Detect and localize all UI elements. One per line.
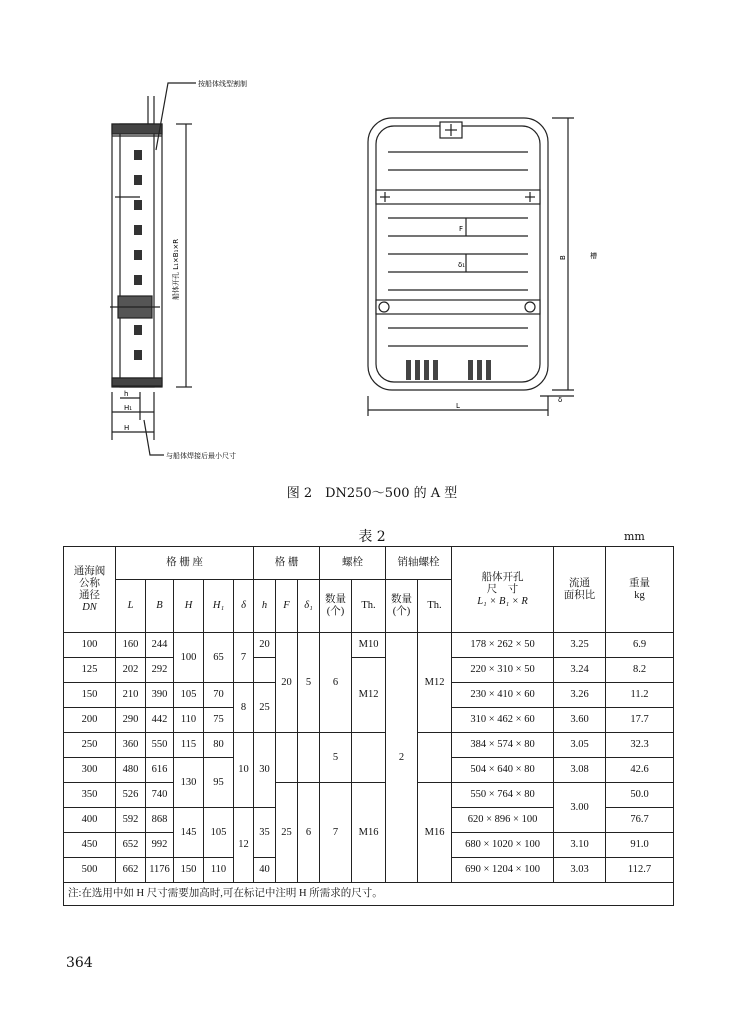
cell-ratio: 3.10 <box>554 833 606 858</box>
cell-B: 1176 <box>146 858 174 883</box>
figure-caption: 图 2 DN250～500 的 A 型 <box>286 486 458 501</box>
dim-H-label: H <box>124 424 130 432</box>
cell-H: 115 <box>174 733 204 758</box>
header-grille-seat: 格 栅 座 <box>116 547 254 580</box>
cell-opening: 310 × 462 × 60 <box>452 708 554 733</box>
cell-pin-th: M16 <box>418 783 452 883</box>
header-weight: 重量 kg <box>606 547 674 633</box>
cell-L: 652 <box>116 833 146 858</box>
table-unit: mm <box>624 530 645 543</box>
cell-F <box>276 733 298 783</box>
callout-bottom-label: 与船体焊接后最小尺寸 <box>166 452 236 460</box>
cell-B: 390 <box>146 683 174 708</box>
cell-ratio: 3.03 <box>554 858 606 883</box>
cell-H: 110 <box>174 708 204 733</box>
page-number: 364 <box>66 955 93 971</box>
cell-pin-th: M12 <box>418 633 452 733</box>
cell-H: 105 <box>174 683 204 708</box>
cell-H1: 105 <box>204 808 234 858</box>
cell-opening: 384 × 574 × 80 <box>452 733 554 758</box>
cell-ratio: 3.26 <box>554 683 606 708</box>
cell-H: 130 <box>174 758 204 808</box>
cell-B: 550 <box>146 733 174 758</box>
cell-h: 20 <box>254 633 276 658</box>
header-pin-th: Th. <box>418 580 452 633</box>
cell-h: 35 <box>254 808 276 858</box>
cell-bolt-qty: 7 <box>320 783 352 883</box>
side-view <box>110 83 196 455</box>
cell-H: 100 <box>174 633 204 683</box>
cell-H1: 110 <box>204 858 234 883</box>
cell-H1: 95 <box>204 758 234 808</box>
dim-L-label: L <box>456 402 460 410</box>
cell-ratio: 3.25 <box>554 633 606 658</box>
header-pin-bolt: 销轴螺栓 <box>386 547 452 580</box>
cell-opening: 230 × 410 × 60 <box>452 683 554 708</box>
cell-weight: 17.7 <box>606 708 674 733</box>
cell-bolt-th: M12 <box>352 658 386 733</box>
cell-delta: 7 <box>234 633 254 683</box>
cell-delta: 10 <box>234 733 254 808</box>
cell-B: 868 <box>146 808 174 833</box>
cell-weight: 42.6 <box>606 758 674 783</box>
cell-weight: 32.3 <box>606 733 674 758</box>
cell-delta1: 5 <box>298 633 320 733</box>
cell-h <box>254 658 276 683</box>
header-B: B <box>146 580 174 633</box>
header-pin-qty: 数量 (个) <box>386 580 418 633</box>
cell-B: 616 <box>146 758 174 783</box>
table-row <box>64 633 674 658</box>
cell-B: 442 <box>146 708 174 733</box>
callout-top-label: 按船体线型割制 <box>198 80 247 88</box>
cell-ratio: 3.00 <box>554 783 606 833</box>
cell-opening: 620 × 896 × 100 <box>452 808 554 833</box>
cell-opening: 550 × 764 × 80 <box>452 783 554 808</box>
table-row <box>64 783 674 808</box>
cell-H1: 80 <box>204 733 234 758</box>
cell-weight: 112.7 <box>606 858 674 883</box>
cell-dn: 250 <box>64 733 116 758</box>
cell-H: 150 <box>174 858 204 883</box>
cell-h: 40 <box>254 858 276 883</box>
cell-pin-qty: 2 <box>386 633 418 883</box>
header-grille: 格 栅 <box>254 547 320 580</box>
cell-B: 244 <box>146 633 174 658</box>
cell-pin-th <box>418 733 452 783</box>
cell-weight: 50.0 <box>606 783 674 808</box>
cell-L: 210 <box>116 683 146 708</box>
dim-F-label: F <box>459 225 464 233</box>
note-row <box>64 883 674 906</box>
cell-B: 292 <box>146 658 174 683</box>
cell-dn: 350 <box>64 783 116 808</box>
header-delta1: δ₁ <box>298 580 320 633</box>
cell-bolt-th <box>352 733 386 783</box>
cell-dn: 100 <box>64 633 116 658</box>
cell-dn: 300 <box>64 758 116 783</box>
cell-bolt-th: M10 <box>352 633 386 658</box>
table-title: 表 2 <box>358 529 386 545</box>
cell-ratio: 3.60 <box>554 708 606 733</box>
cell-dn: 150 <box>64 683 116 708</box>
cell-L: 160 <box>116 633 146 658</box>
cell-L: 360 <box>116 733 146 758</box>
cell-h: 30 <box>254 733 276 808</box>
cell-dn: 125 <box>64 658 116 683</box>
dim-delta-label: δ <box>558 396 563 404</box>
table-row <box>64 733 674 758</box>
cell-weight: 6.9 <box>606 633 674 658</box>
header-delta: δ <box>234 580 254 633</box>
dim-h1-label: H₁ <box>124 404 133 412</box>
front-view <box>368 118 574 416</box>
dim-B-label: B <box>559 255 567 260</box>
header-H1: H₁ <box>204 580 234 633</box>
header-h: h <box>254 580 276 633</box>
cell-F: 25 <box>276 783 298 883</box>
cell-weight: 8.2 <box>606 658 674 683</box>
cell-B: 992 <box>146 833 174 858</box>
cell-bolt-qty: 6 <box>320 633 352 733</box>
cell-dn: 450 <box>64 833 116 858</box>
cell-dn: 200 <box>64 708 116 733</box>
header-F: F <box>276 580 298 633</box>
header-H: H <box>174 580 204 633</box>
cell-dn: 500 <box>64 858 116 883</box>
cell-delta1: 6 <box>298 783 320 883</box>
cell-opening: 680 × 1020 × 100 <box>452 833 554 858</box>
dim-h-label: h <box>124 390 129 398</box>
cell-delta: 8 <box>234 683 254 733</box>
cell-L: 290 <box>116 708 146 733</box>
cell-weight: 11.2 <box>606 683 674 708</box>
cell-opening: 178 × 262 × 50 <box>452 633 554 658</box>
cell-L: 662 <box>116 858 146 883</box>
cell-delta1 <box>298 733 320 783</box>
header-dn: 通海阀 公称 通径 DN <box>64 547 116 633</box>
opening-label: 船体开孔 L₁×B₁×R <box>172 238 180 300</box>
cell-L: 526 <box>116 783 146 808</box>
cell-opening: 690 × 1204 × 100 <box>452 858 554 883</box>
side-note-label: 槽 <box>590 252 597 260</box>
cell-F: 20 <box>276 633 298 733</box>
technical-drawing <box>0 0 744 500</box>
cell-H: 145 <box>174 808 204 858</box>
cell-h: 25 <box>254 683 276 733</box>
cell-ratio: 3.08 <box>554 758 606 783</box>
cell-ratio: 3.24 <box>554 658 606 683</box>
header-bolt-qty: 数量 (个) <box>320 580 352 633</box>
header-opening: 船体开孔 尺 寸 L₁ × B₁ × R <box>452 547 554 633</box>
cell-bolt-qty: 5 <box>320 733 352 783</box>
cell-opening: 220 × 310 × 50 <box>452 658 554 683</box>
cell-dn: 400 <box>64 808 116 833</box>
header-bolt-th: Th. <box>352 580 386 633</box>
cell-weight: 76.7 <box>606 808 674 833</box>
cell-L: 480 <box>116 758 146 783</box>
dim-delta1-label: δ₁ <box>458 261 466 269</box>
header-bolt: 螺栓 <box>320 547 386 580</box>
cell-opening: 504 × 640 × 80 <box>452 758 554 783</box>
cell-L: 592 <box>116 808 146 833</box>
cell-B: 740 <box>146 783 174 808</box>
cell-H1: 70 <box>204 683 234 708</box>
table-note: 注:在选用中如 H 尺寸需要加高时,可在标记中注明 H 所需求的尺寸。 <box>64 883 674 906</box>
spec-table <box>63 546 674 906</box>
cell-L: 202 <box>116 658 146 683</box>
cell-H1: 65 <box>204 633 234 683</box>
cell-ratio: 3.05 <box>554 733 606 758</box>
cell-H1: 75 <box>204 708 234 733</box>
header-L: L <box>116 580 146 633</box>
cell-delta: 12 <box>234 808 254 883</box>
table-row <box>64 658 674 683</box>
cell-weight: 91.0 <box>606 833 674 858</box>
header-flow-ratio: 流通 面积比 <box>554 547 606 633</box>
cell-bolt-th: M16 <box>352 783 386 883</box>
